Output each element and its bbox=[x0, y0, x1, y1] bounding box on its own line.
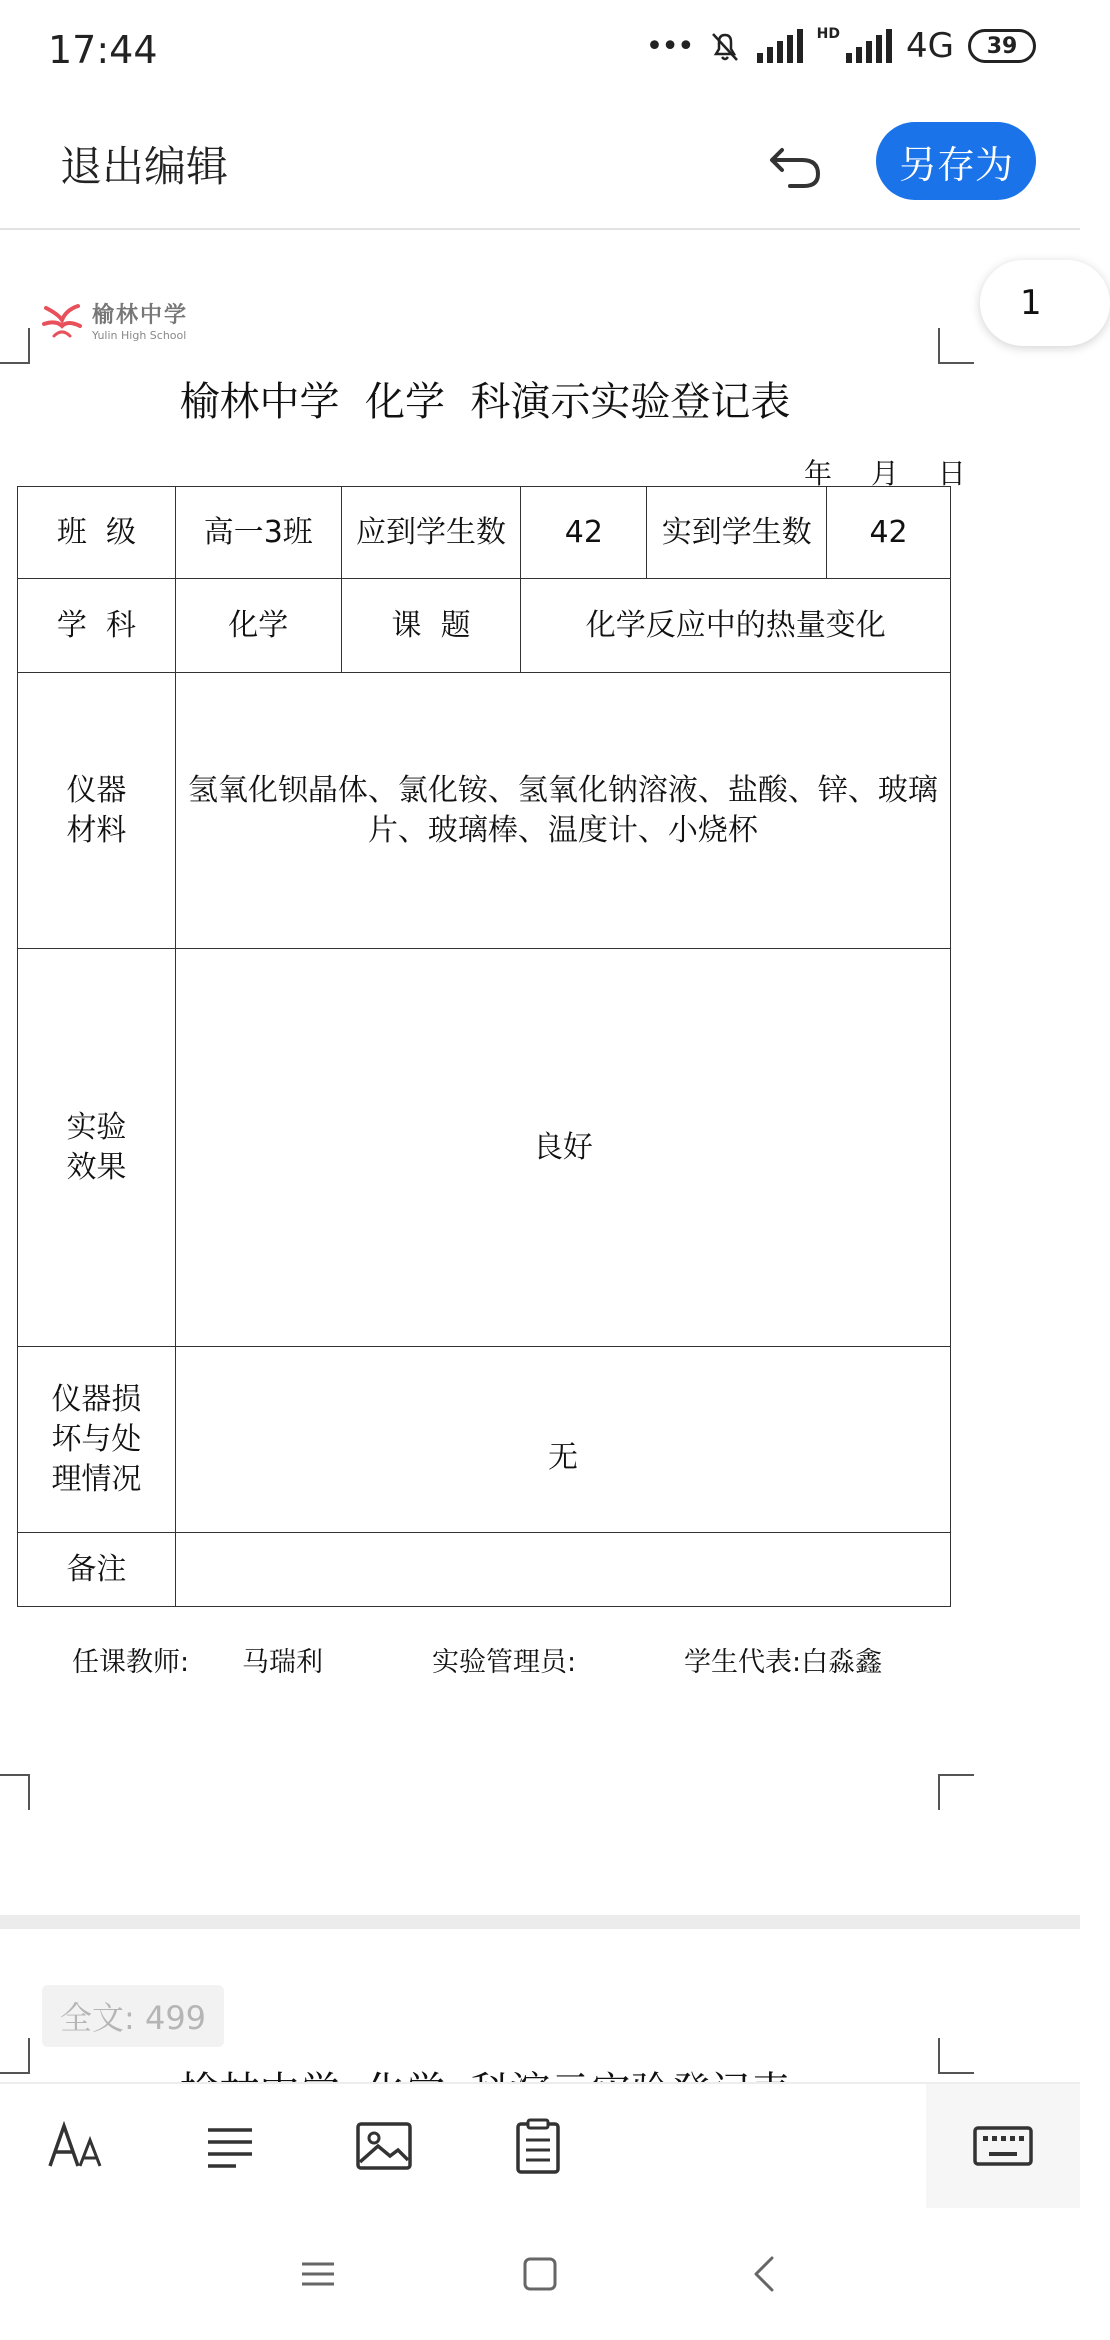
page-separator bbox=[0, 1915, 1080, 1929]
logo-text-en: Yulin High School bbox=[92, 329, 187, 342]
school-logo bbox=[40, 298, 188, 342]
menu-icon[interactable] bbox=[296, 2252, 340, 2296]
admin-label: 实验管理员: bbox=[432, 1647, 577, 1678]
student-value: 白淼鑫 bbox=[801, 1647, 883, 1678]
teacher-value: 马瑞利 bbox=[242, 1647, 323, 1678]
status-icons bbox=[646, 26, 1036, 66]
table-row bbox=[18, 949, 951, 1347]
word-count-badge: 全文: 499 bbox=[42, 1985, 224, 2047]
status-time: 17:44 bbox=[48, 28, 158, 72]
document-area[interactable] bbox=[0, 230, 1080, 2082]
signature-line bbox=[72, 1640, 882, 1679]
back-icon[interactable] bbox=[744, 2252, 788, 2296]
school-logo-icon bbox=[40, 300, 84, 340]
subject-label: 学 科 bbox=[18, 579, 176, 673]
signal-1-icon bbox=[757, 29, 803, 63]
remark-value bbox=[175, 1533, 950, 1607]
materials-value: 氢氧化钡晶体、氯化铵、氢氧化钠溶液、盐酸、锌、玻璃片、玻璃棒、温度计、小烧杯 bbox=[175, 673, 950, 949]
actual-students-value: 42 bbox=[827, 487, 951, 579]
table-row bbox=[18, 1533, 951, 1607]
font-size-icon[interactable] bbox=[44, 2114, 108, 2178]
admin-value bbox=[584, 1640, 684, 1679]
registration-table bbox=[17, 486, 951, 1607]
damage-value: 无 bbox=[175, 1347, 950, 1533]
signal-2-icon bbox=[846, 29, 892, 63]
keyboard-icon bbox=[971, 2114, 1035, 2178]
class-label: 班 级 bbox=[18, 487, 176, 579]
expected-students-label: 应到学生数 bbox=[341, 487, 521, 579]
exit-edit-button[interactable]: 退出编辑 bbox=[60, 142, 229, 191]
effect-label bbox=[18, 949, 176, 1347]
student-label: 学生代表: bbox=[684, 1647, 802, 1678]
corner-mark bbox=[938, 328, 974, 364]
table-row bbox=[18, 579, 951, 673]
clipboard-icon[interactable] bbox=[506, 2114, 570, 2178]
actual-students-label: 实到学生数 bbox=[647, 487, 827, 579]
topic-value: 化学反应中的热量变化 bbox=[521, 579, 951, 673]
corner-mark bbox=[938, 1774, 974, 1810]
subject-value: 化学 bbox=[175, 579, 341, 673]
damage-label-line: 理情况 bbox=[51, 1461, 142, 1497]
more-dots-icon: ••• bbox=[645, 28, 693, 64]
topic-label: 课 题 bbox=[341, 579, 521, 673]
editor-toolbar bbox=[0, 2082, 1080, 2210]
network-type: 4G bbox=[906, 26, 954, 66]
insert-image-icon[interactable] bbox=[352, 2114, 416, 2178]
corner-mark bbox=[0, 1774, 30, 1810]
teacher-label: 任课教师: bbox=[72, 1647, 190, 1678]
status-bar bbox=[0, 0, 1080, 100]
remark-label: 备注 bbox=[18, 1533, 176, 1607]
damage-label-line: 坏与处 bbox=[51, 1421, 142, 1457]
undo-icon[interactable] bbox=[760, 128, 832, 200]
table-row bbox=[18, 487, 951, 579]
system-nav-bar bbox=[0, 2208, 1080, 2340]
materials-label-line: 仪器 bbox=[66, 772, 127, 808]
document-title: 榆林中学 化学 科演示实验登记表 bbox=[179, 379, 791, 425]
corner-mark bbox=[0, 328, 30, 364]
materials-label bbox=[18, 673, 176, 949]
effect-label-line: 实验 bbox=[66, 1109, 127, 1145]
app-bar bbox=[0, 100, 1080, 230]
school-logo-text bbox=[92, 298, 188, 342]
effect-label-line: 效果 bbox=[66, 1149, 127, 1185]
damage-label-line: 仪器损 bbox=[51, 1381, 142, 1417]
home-icon[interactable] bbox=[518, 2252, 562, 2296]
paragraph-align-icon[interactable] bbox=[198, 2114, 262, 2178]
page-number-badge[interactable]: 1 bbox=[980, 260, 1110, 346]
battery-level: 39 bbox=[986, 33, 1018, 59]
table-row bbox=[18, 1347, 951, 1533]
mute-bell-icon bbox=[707, 28, 743, 64]
materials-label-line: 材料 bbox=[66, 812, 127, 848]
effect-value: 良好 bbox=[175, 949, 950, 1347]
date-line: 年 月 日 bbox=[804, 457, 966, 490]
class-value: 高一3班 bbox=[175, 487, 341, 579]
expected-students-value: 42 bbox=[521, 487, 647, 579]
damage-label bbox=[18, 1347, 176, 1533]
hd-label: HD bbox=[816, 26, 841, 42]
keyboard-toggle-button[interactable] bbox=[926, 2084, 1080, 2208]
battery-icon bbox=[968, 29, 1036, 63]
save-as-button[interactable]: 另存为 bbox=[876, 122, 1036, 200]
table-row bbox=[18, 673, 951, 949]
logo-text-cn: 榆林中学 bbox=[92, 303, 189, 328]
